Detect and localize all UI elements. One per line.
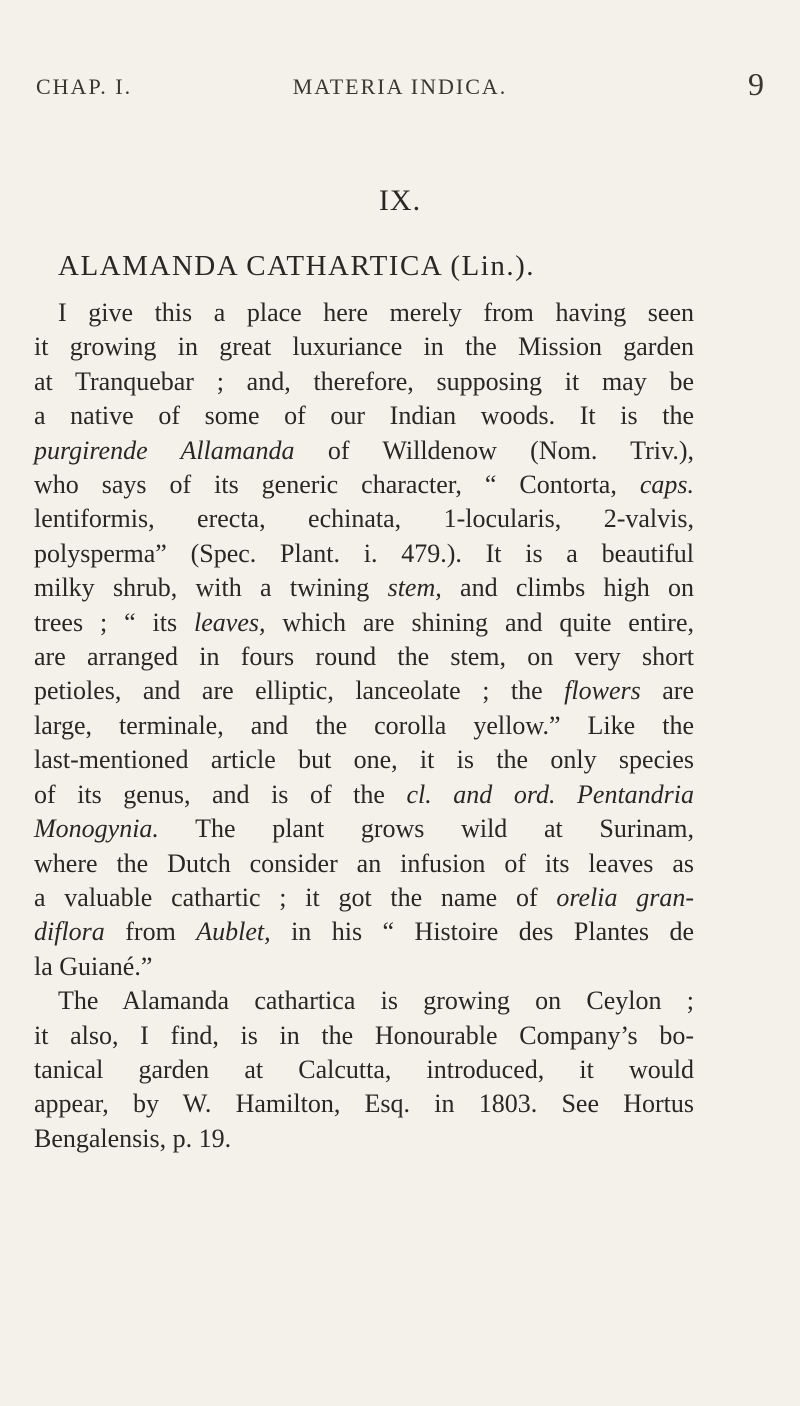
italic-text: caps. bbox=[639, 470, 694, 500]
text-run: The Alamanda cathartica is growing on Ceylon ; bbox=[58, 986, 694, 1016]
text-line bbox=[34, 812, 694, 846]
text-line bbox=[34, 365, 694, 399]
text-run: a valuable cathartic ; it got the name of bbox=[34, 882, 557, 912]
running-title: MATERIA INDICA. bbox=[292, 74, 508, 99]
text-line bbox=[34, 1087, 694, 1121]
italic-text: Monogynia. bbox=[34, 814, 159, 844]
text-run: large, terminale, and the corolla yellow.” Like the bbox=[34, 710, 694, 740]
text-run: which are shining and quite entire, bbox=[265, 607, 694, 637]
text-line bbox=[34, 709, 694, 743]
italic-text: stem, bbox=[387, 573, 442, 603]
text-run: of its genus, and is of the bbox=[34, 779, 407, 809]
text-line bbox=[34, 640, 694, 674]
text-line bbox=[34, 434, 694, 468]
text-run: lentiformis, erecta, echinata, 1-locularis, 2-valvis, bbox=[34, 504, 694, 534]
text-run: tanical garden at Calcutta, introduced, it would bbox=[34, 1054, 694, 1084]
text-line bbox=[34, 502, 694, 536]
text-line bbox=[34, 915, 694, 949]
text-line bbox=[34, 847, 694, 881]
text-run: milky shrub, with a twining bbox=[34, 573, 388, 603]
text-run: are bbox=[640, 676, 694, 706]
text-line bbox=[34, 296, 694, 330]
text-line bbox=[34, 881, 694, 915]
italic-text: diflora bbox=[34, 917, 105, 947]
text-run: from bbox=[104, 917, 197, 947]
text-run: Bengalensis, p. 19. bbox=[34, 1123, 232, 1153]
text-run: where the Dutch consider an infusion of its leaves as bbox=[34, 848, 694, 878]
text-run: petioles, and are elliptic, lanceolate ; the bbox=[34, 676, 565, 706]
text-line bbox=[34, 778, 694, 812]
paragraph bbox=[34, 984, 694, 1156]
text-run: it also, I find, is in the Honourable Company’s bo- bbox=[34, 1020, 694, 1050]
text-line bbox=[34, 571, 694, 605]
text-run: of Willdenow (Nom. Triv.), bbox=[294, 435, 694, 465]
text-run: polysperma” (Spec. Plant. i. 479.). It is a beautiful bbox=[34, 538, 694, 568]
text-line bbox=[34, 606, 694, 640]
italic-text: cl. and ord. Pentandria bbox=[406, 779, 695, 809]
text-run: la Guiané.” bbox=[34, 951, 153, 981]
text-run: trees ; “ its bbox=[34, 607, 195, 637]
text-line bbox=[34, 743, 694, 777]
text-run: I give this a place here merely from having seen bbox=[58, 298, 694, 327]
article-title: ALAMANDA CATHARTICA (Lin.). bbox=[58, 250, 535, 282]
italic-text: orelia gran- bbox=[556, 882, 694, 912]
text-line bbox=[34, 984, 694, 1018]
text-line bbox=[34, 674, 694, 708]
section-number: IX. bbox=[378, 184, 422, 217]
text-run: in his “ Histoire des Plantes de bbox=[270, 917, 694, 947]
text-line bbox=[34, 950, 694, 984]
text-run: The plant grows wild at Surinam, bbox=[158, 814, 694, 844]
paragraph bbox=[34, 296, 694, 984]
italic-text: leaves, bbox=[194, 607, 266, 637]
chapter-label: CHAP. I. bbox=[36, 74, 133, 99]
text-run: at Tranquebar ; and, therefore, supposing it may be bbox=[34, 366, 694, 396]
body-text bbox=[34, 296, 694, 1156]
text-run: a native of some of our Indian woods. It is the bbox=[34, 401, 694, 431]
text-line bbox=[34, 330, 694, 364]
text-run: it growing in great luxuriance in the Mission garden bbox=[34, 332, 694, 362]
page-number: 9 bbox=[748, 66, 764, 102]
text-run: and climbs high on bbox=[441, 573, 694, 603]
running-head bbox=[36, 66, 764, 106]
text-line bbox=[34, 1053, 694, 1087]
text-run: are arranged in fours round the stem, on very short bbox=[34, 642, 694, 672]
text-run: appear, by W. Hamilton, Esq. in 1803. See Hortus bbox=[34, 1089, 694, 1119]
text-run: last-mentioned article but one, it is the only species bbox=[34, 745, 694, 775]
text-line bbox=[34, 399, 694, 433]
text-line bbox=[34, 1122, 694, 1156]
text-run: who says of its generic character, “ Contorta, bbox=[34, 470, 640, 500]
text-line bbox=[34, 468, 694, 502]
italic-text: Aublet, bbox=[196, 917, 271, 947]
text-line bbox=[34, 537, 694, 571]
text-line bbox=[34, 1019, 694, 1053]
italic-text: purgirende Allamanda bbox=[34, 435, 295, 465]
italic-text: flowers bbox=[564, 676, 641, 706]
